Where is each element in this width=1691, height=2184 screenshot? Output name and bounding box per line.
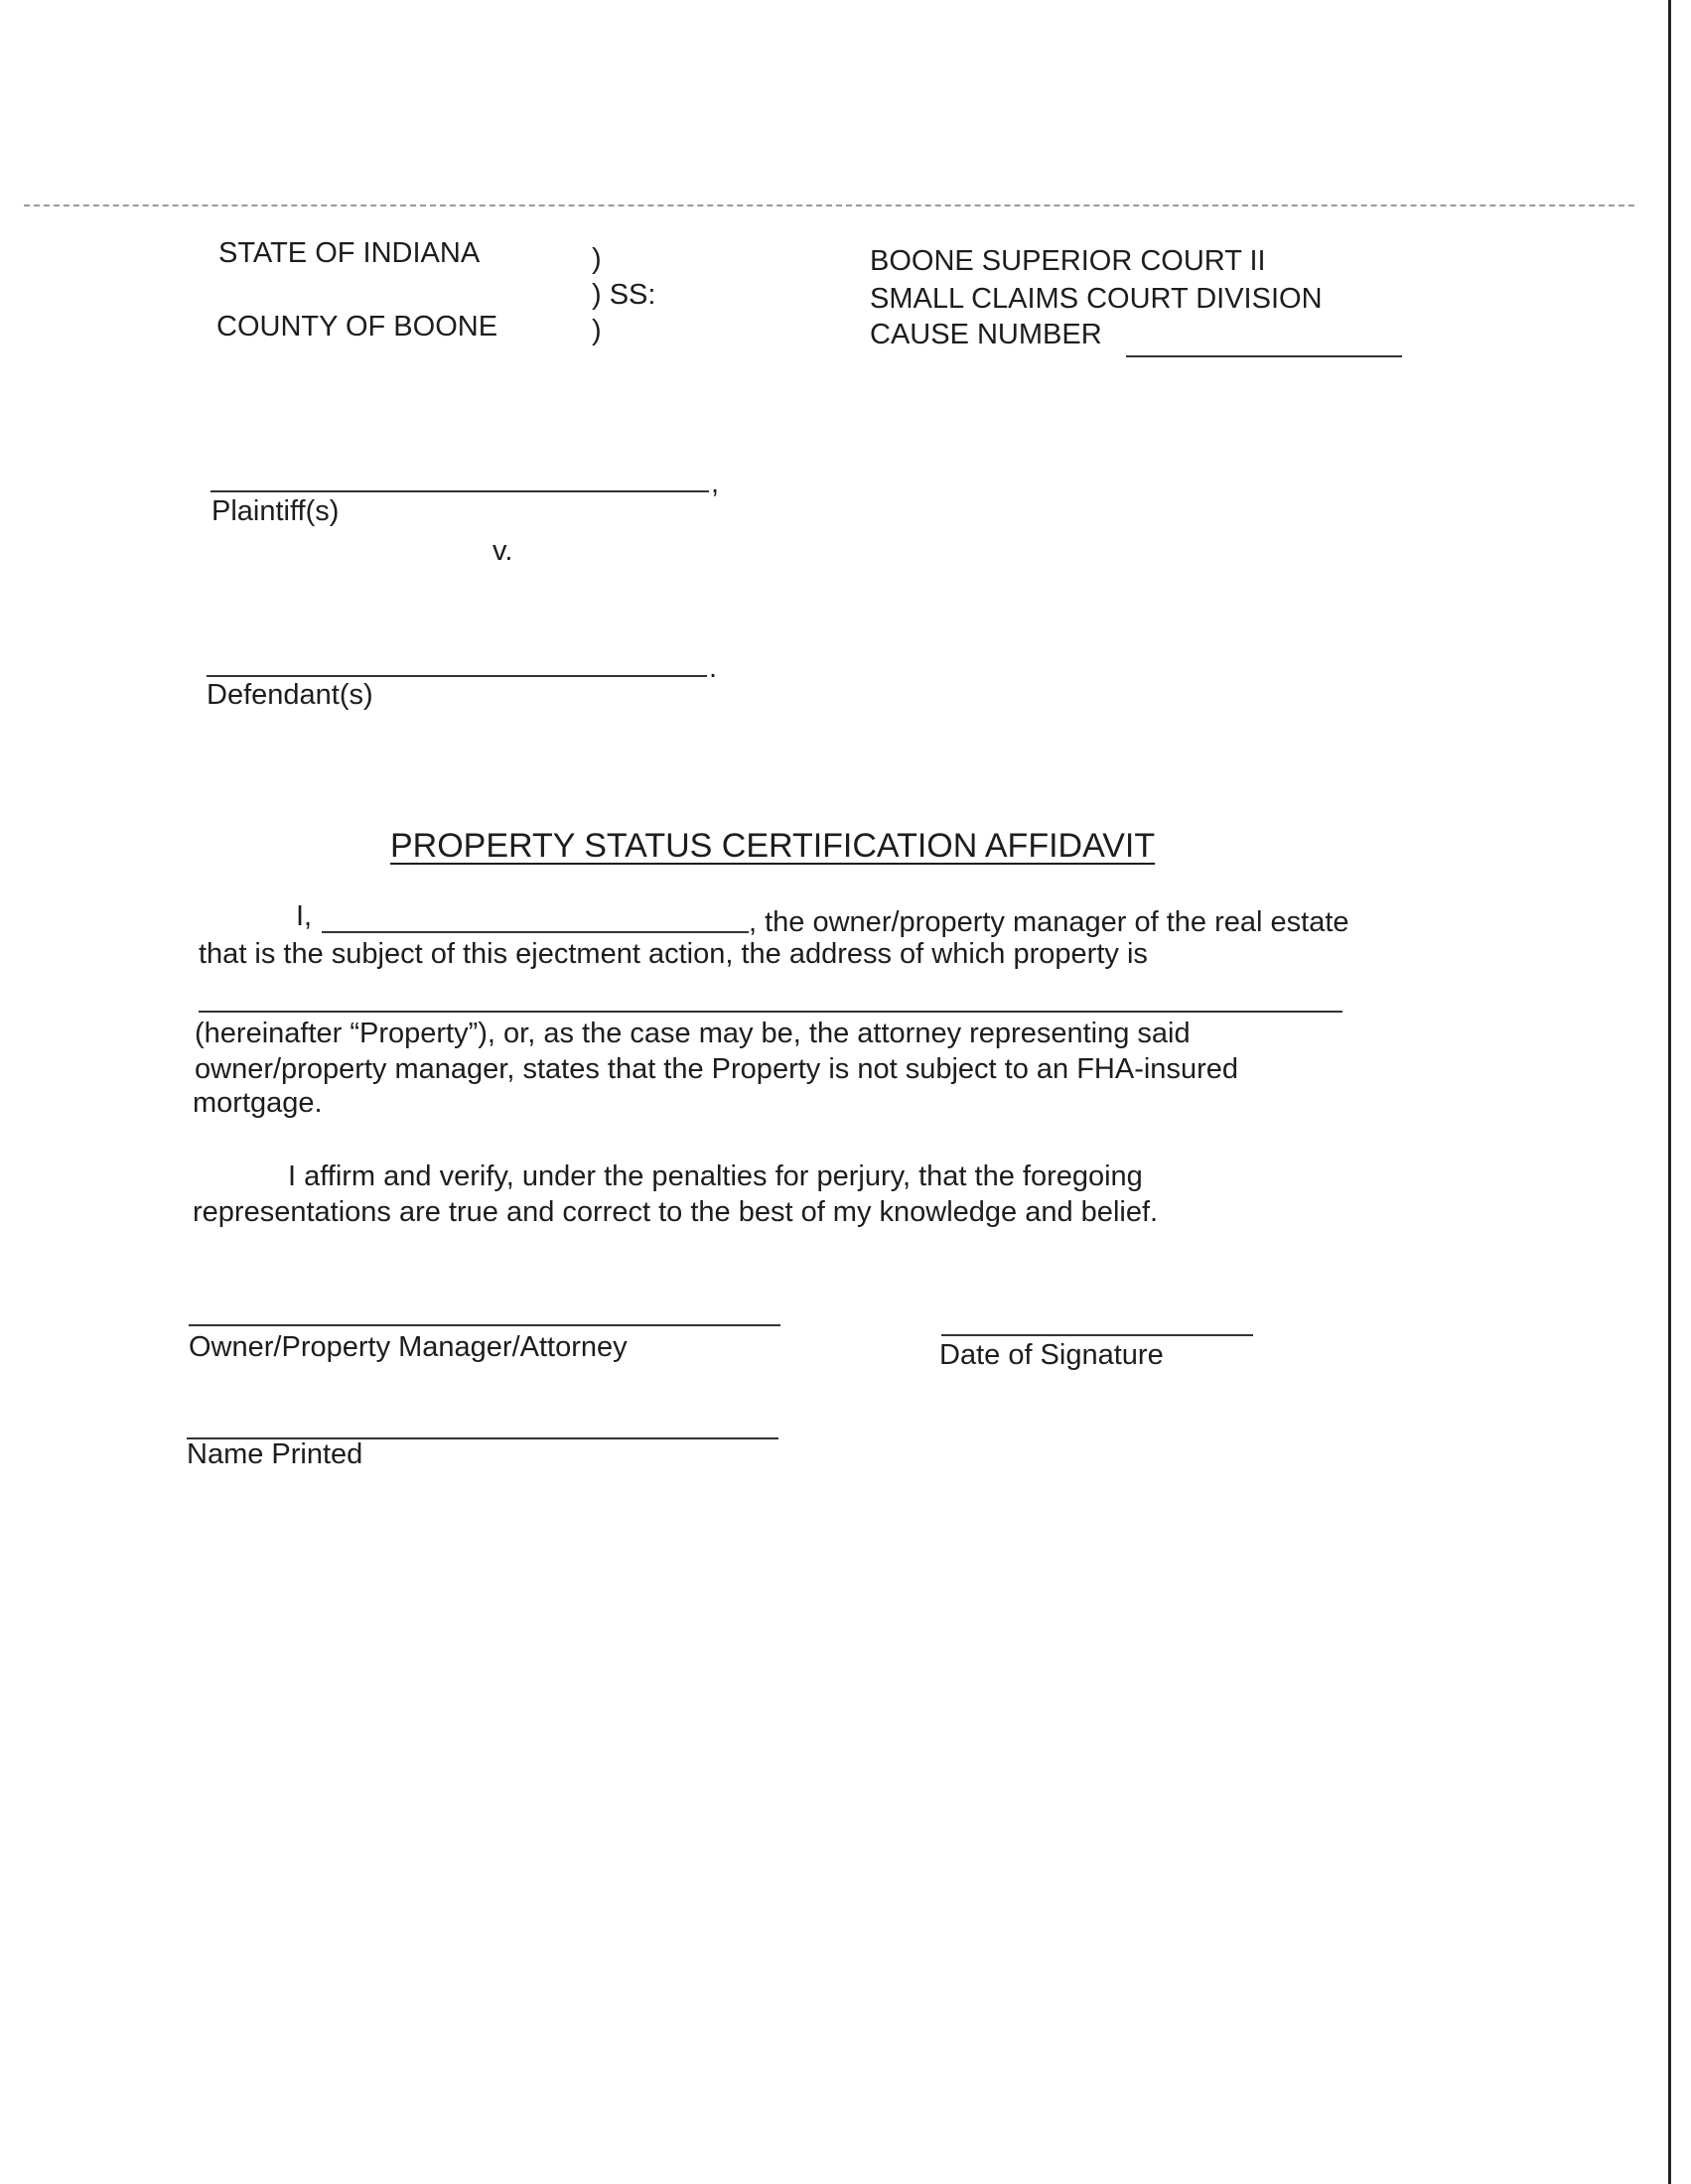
scan-top-rule: [24, 205, 1634, 206]
para3-line1: I affirm and verify, under the penalties for perjury, that the foregoing: [288, 1160, 1143, 1192]
court-division: SMALL CLAIMS COURT DIVISION: [870, 283, 1323, 315]
court-name: BOONE SUPERIOR COURT II: [870, 245, 1266, 277]
cause-number-field[interactable]: [1126, 355, 1402, 357]
document-title: PROPERTY STATUS CERTIFICATION AFFIDAVIT: [390, 827, 1156, 865]
plaintiff-label: Plaintiff(s): [211, 495, 340, 527]
county-label: COUNTY OF BOONE: [216, 311, 498, 342]
scan-right-edge: [1668, 0, 1671, 2184]
para2-line2: owner/property manager, states that the Property is not subject to an FHA-insured: [195, 1053, 1238, 1085]
plaintiff-comma: ,: [711, 468, 720, 499]
ss-label: ) SS:: [592, 279, 656, 311]
para2-line1: (hereinafter “Property”), or, as the case may be, the attorney representing said: [195, 1018, 1191, 1049]
caption-paren-bottom: ): [592, 315, 602, 346]
owner-name-field[interactable]: [322, 931, 749, 933]
state-label: STATE OF INDIANA: [218, 237, 481, 269]
name-printed-label: Name Printed: [187, 1438, 363, 1470]
date-of-signature-field[interactable]: [941, 1334, 1253, 1336]
property-address-field[interactable]: [199, 1011, 1342, 1013]
para1-after-blank: , the owner/property manager of the real estate: [749, 906, 1349, 938]
para1-i: I,: [296, 900, 313, 932]
para3-line2: representations are true and correct to the best of my knowledge and belief.: [193, 1196, 1159, 1228]
defendant-period: .: [709, 652, 718, 684]
signer-label: Owner/Property Manager/Attorney: [189, 1331, 628, 1363]
para1-line2: that is the subject of this ejectment action, the address of which property is: [199, 938, 1148, 970]
para2-line3: mortgage.: [193, 1087, 323, 1119]
cause-number-label: CAUSE NUMBER: [870, 319, 1102, 350]
plaintiff-name-field[interactable]: [211, 490, 709, 492]
date-label: Date of Signature: [939, 1339, 1164, 1371]
signature-field[interactable]: [189, 1324, 780, 1326]
versus-label: v.: [493, 535, 513, 567]
defendant-label: Defendant(s): [207, 679, 373, 711]
caption-paren-top: ): [592, 243, 602, 275]
defendant-name-field[interactable]: [207, 675, 707, 677]
